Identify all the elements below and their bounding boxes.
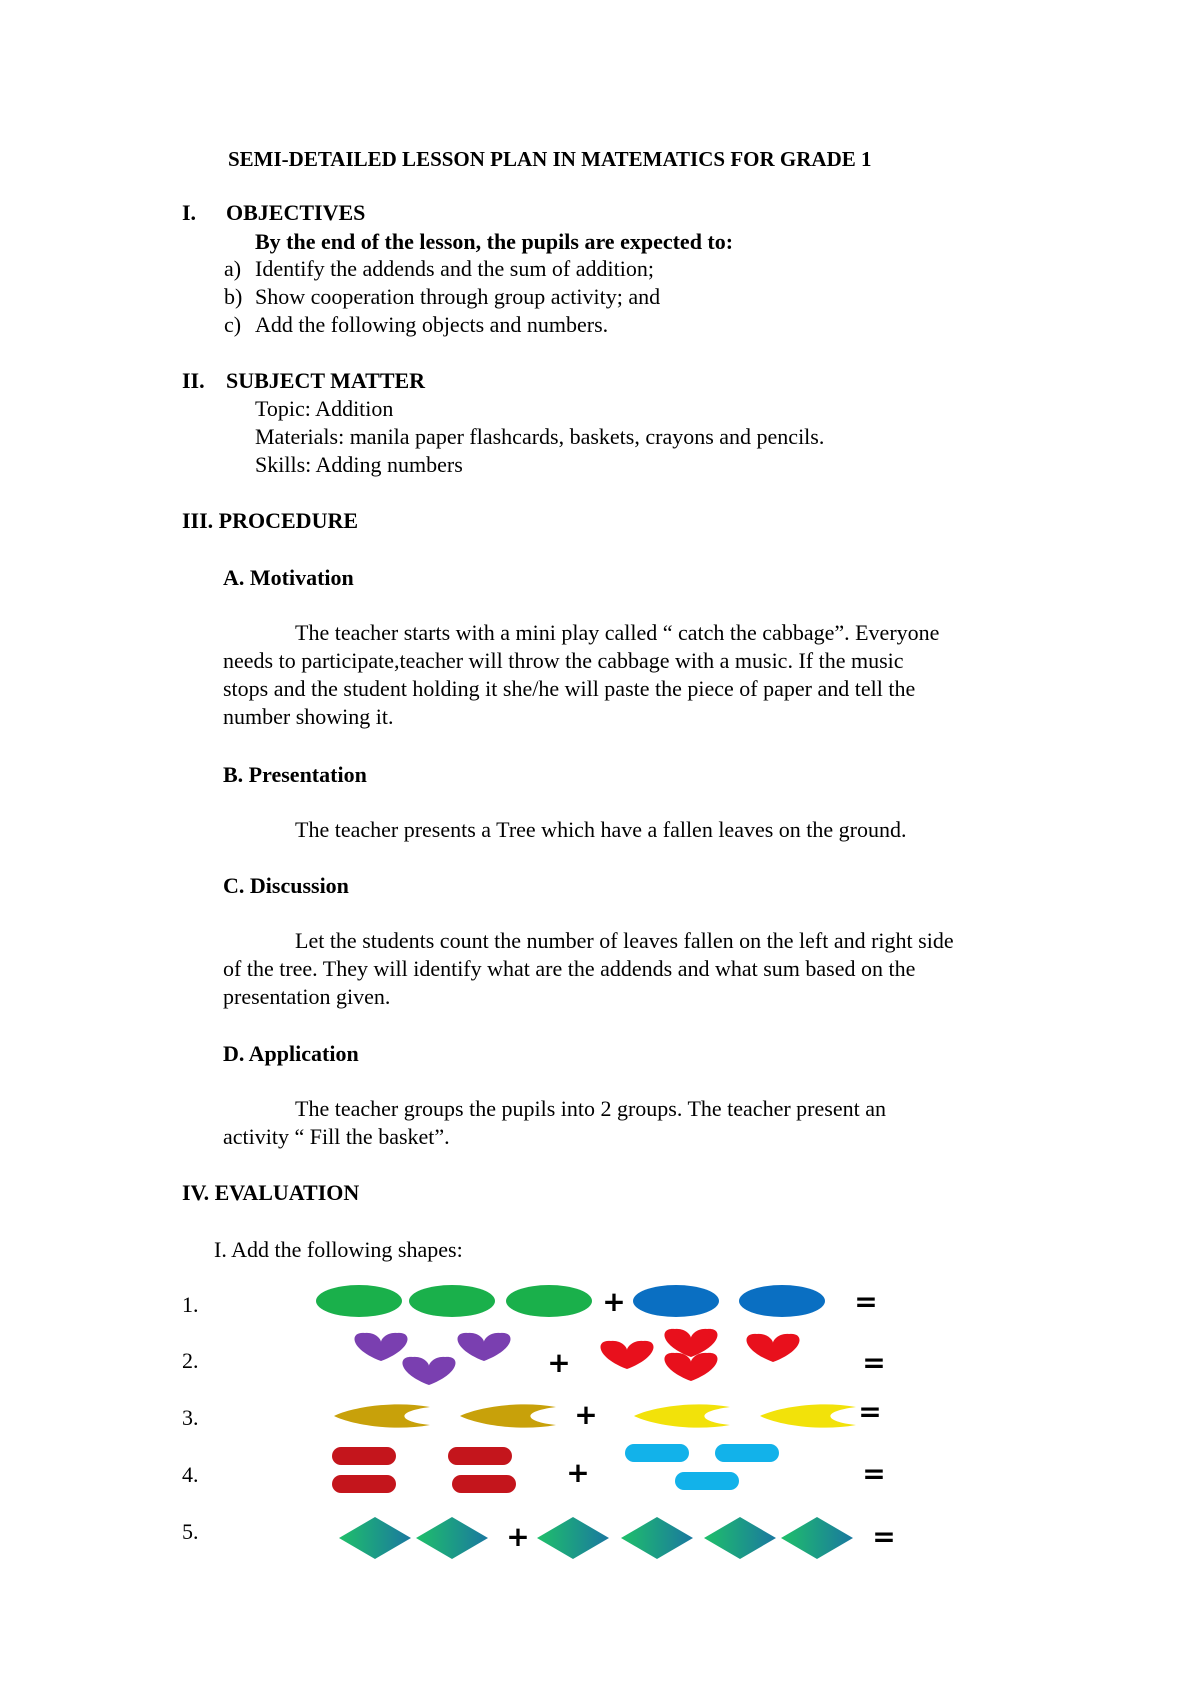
heart-shape <box>354 1333 407 1361</box>
heart-shape <box>746 1334 799 1362</box>
ellipse-shape <box>506 1285 592 1317</box>
discussion-text: presentation given. <box>223 984 391 1009</box>
plus-sign: + <box>566 1456 590 1489</box>
rounded-bar-shape <box>625 1444 689 1462</box>
procedure-heading: III. PROCEDURE <box>182 508 359 533</box>
topic-line: Topic: Addition <box>255 396 394 421</box>
equals-sign: = <box>862 1346 886 1379</box>
motivation-heading: A. Motivation <box>223 565 354 590</box>
rounded-bar-shape <box>448 1447 512 1465</box>
subject-matter-heading: SUBJECT MATTER <box>226 368 426 393</box>
rounded-bar-shape <box>332 1475 396 1493</box>
rounded-bar-shape <box>332 1447 396 1465</box>
item-number: 4. <box>182 1462 199 1487</box>
objective-item: Show cooperation through group activity; and <box>255 284 661 309</box>
crescent-shape <box>760 1404 856 1427</box>
plus-sign: + <box>574 1398 598 1431</box>
rounded-bar-shape <box>675 1472 739 1490</box>
diamond-shape <box>339 1517 411 1559</box>
ellipse-shape <box>633 1285 719 1317</box>
discussion-text: Let the students count the number of leaves fallen on the left and right side <box>295 928 954 953</box>
motivation-text: stops and the student holding it she/he will paste the piece of paper and tell the <box>223 676 916 701</box>
objective-item: Identify the addends and the sum of addition; <box>255 256 654 281</box>
evaluation-instruction: I. Add the following shapes: <box>214 1237 463 1262</box>
diamond-shape <box>537 1517 609 1559</box>
crescent-shape <box>334 1404 430 1427</box>
heart-shape <box>664 1329 717 1357</box>
page-title: SEMI-DETAILED LESSON PLAN IN MATEMATICS FOR GRADE 1 <box>228 147 872 171</box>
objective-letter: b) <box>224 284 243 309</box>
equals-sign: = <box>872 1520 896 1553</box>
crescent-shape <box>460 1404 556 1427</box>
crescent-shape <box>634 1404 730 1427</box>
ellipse-shape <box>409 1285 495 1317</box>
presentation-heading: B. Presentation <box>223 762 367 787</box>
objectives-heading: OBJECTIVES <box>226 200 366 225</box>
application-text: activity “ Fill the basket”. <box>223 1124 450 1149</box>
heart-shape <box>600 1341 653 1369</box>
motivation-text: number showing it. <box>223 704 394 729</box>
diamond-shape <box>781 1517 853 1559</box>
rounded-bar-shape <box>715 1444 779 1462</box>
rounded-bar-shape <box>452 1475 516 1493</box>
item-number: 2. <box>182 1348 199 1373</box>
discussion-text: of the tree. They will identify what are the addends and what sum based on the <box>223 956 916 981</box>
materials-line: Materials: manila paper flashcards, baskets, crayons and pencils. <box>255 424 825 449</box>
item-number: 3. <box>182 1405 199 1430</box>
objectives-numeral: I. <box>182 200 197 225</box>
skills-line: Skills: Adding numbers <box>255 452 463 477</box>
motivation-text: The teacher starts with a mini play called “ catch the cabbage”. Everyone <box>295 620 940 645</box>
equals-sign: = <box>862 1457 886 1490</box>
diamond-shape <box>704 1517 776 1559</box>
presentation-text: The teacher presents a Tree which have a fallen leaves on the ground. <box>295 817 907 842</box>
plus-sign: + <box>506 1520 530 1553</box>
objective-item: Add the following objects and numbers. <box>255 312 609 337</box>
ellipse-shape <box>739 1285 825 1317</box>
objectives-intro: By the end of the lesson, the pupils are expected to: <box>255 229 734 254</box>
heart-shape <box>457 1333 510 1361</box>
heart-shape <box>402 1357 455 1385</box>
evaluation-heading: IV. EVALUATION <box>182 1180 360 1205</box>
diamond-shape <box>621 1517 693 1559</box>
objective-letter: a) <box>224 256 242 281</box>
discussion-heading: C. Discussion <box>223 873 349 898</box>
heart-shape <box>664 1353 717 1381</box>
plus-sign: + <box>547 1346 571 1379</box>
application-text: The teacher groups the pupils into 2 groups. The teacher present an <box>295 1096 886 1121</box>
item-number: 1. <box>182 1292 199 1317</box>
diamond-shape <box>416 1517 488 1559</box>
ellipse-shape <box>316 1285 402 1317</box>
item-number: 5. <box>182 1519 199 1544</box>
subject-matter-numeral: II. <box>182 368 205 393</box>
motivation-text: needs to participate,teacher will throw the cabbage with a music. If the music <box>223 648 904 673</box>
objective-letter: c) <box>224 312 242 337</box>
equals-sign: = <box>854 1285 878 1318</box>
plus-sign: + <box>602 1285 626 1318</box>
equals-sign: = <box>858 1395 882 1428</box>
application-heading: D. Application <box>223 1041 359 1066</box>
